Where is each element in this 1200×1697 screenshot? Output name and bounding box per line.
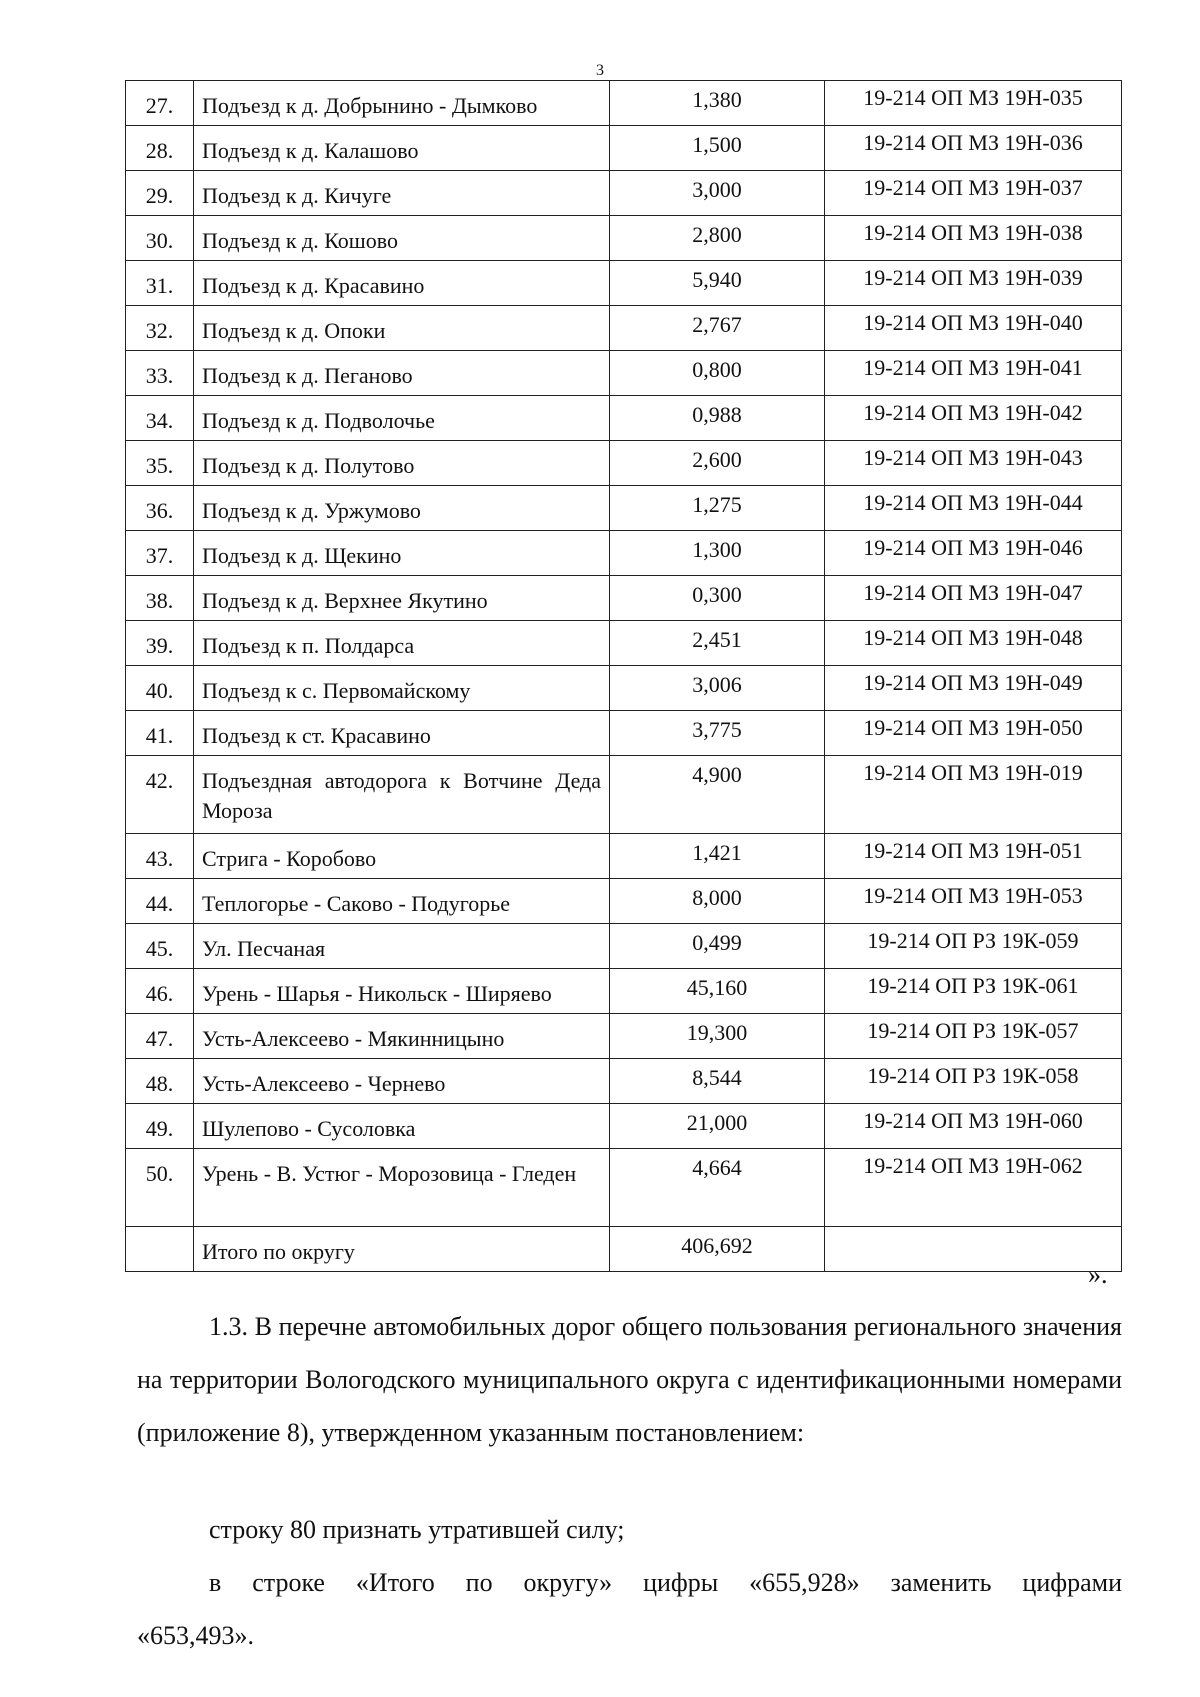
table-row (126, 396, 1122, 441)
paragraph-1-3-text: 1.3. В перечне автомобильных дорог общего пользования регионального значения на территории Вологодского муниципального округа с идентификационными номерами (приложение 8), утвержденном указанным постановлением: (137, 1312, 1122, 1447)
row-number: 42. (126, 756, 194, 834)
road-identifier: 19-214 ОП МЗ 19Н-049 (825, 666, 1122, 711)
row-number: 30. (126, 216, 194, 261)
row-number: 33. (126, 351, 194, 396)
roads-table (125, 80, 1122, 1272)
row-number: 32. (126, 306, 194, 351)
closing-quote: ». (1088, 1260, 1108, 1289)
road-name: Подъезд к д. Калашово (194, 126, 610, 171)
road-length: 1,275 (610, 486, 825, 531)
road-name: Подъезд к п. Полдарса (194, 621, 610, 666)
road-name: Теплогорье - Саково - Подугорье (194, 879, 610, 924)
road-identifier: 19-214 ОП РЗ 19К-059 (825, 924, 1122, 969)
row-number: 28. (126, 126, 194, 171)
row-number: 31. (126, 261, 194, 306)
table-row (126, 834, 1122, 879)
amendment-line-row-80: строку 80 признать утратившей силу; (209, 1515, 625, 1544)
row-number: 48. (126, 1059, 194, 1104)
table-row (126, 1149, 1122, 1227)
road-name: Подъезд к д. Щекино (194, 531, 610, 576)
road-length: 21,000 (610, 1104, 825, 1149)
road-identifier: 19-214 ОП МЗ 19Н-046 (825, 531, 1122, 576)
total-label: Итого по округу (194, 1227, 610, 1272)
paragraph-1-3 (137, 1300, 1122, 1459)
road-name: Подъезд к д. Добрынино - Дымково (194, 81, 610, 126)
road-length: 2,451 (610, 621, 825, 666)
table-row (126, 924, 1122, 969)
row-number: 46. (126, 969, 194, 1014)
table-row (126, 879, 1122, 924)
road-name: Шулепово - Сусоловка (194, 1104, 610, 1149)
road-length: 1,421 (610, 834, 825, 879)
row-number: 44. (126, 879, 194, 924)
road-name: Подъезд к д. Красавино (194, 261, 610, 306)
road-length: 0,499 (610, 924, 825, 969)
table-row (126, 486, 1122, 531)
table-row (126, 969, 1122, 1014)
total-number-empty (126, 1227, 194, 1272)
total-identifier-empty (825, 1227, 1122, 1272)
road-name: Подъезд к ст. Красавино (194, 711, 610, 756)
row-number: 47. (126, 1014, 194, 1059)
road-identifier: 19-214 ОП МЗ 19Н-039 (825, 261, 1122, 306)
road-length: 3,775 (610, 711, 825, 756)
row-number: 34. (126, 396, 194, 441)
total-row (126, 1227, 1122, 1272)
table-row (126, 441, 1122, 486)
table-row (126, 351, 1122, 396)
amendment-block (137, 1503, 1122, 1662)
road-length: 3,000 (610, 171, 825, 216)
road-name: Урень - В. Устюг - Морозовица - Гледен (194, 1149, 610, 1227)
road-name: Усть-Алексеево - Мякинницыно (194, 1014, 610, 1059)
road-name: Подъезд к с. Первомайскому (194, 666, 610, 711)
row-number: 27. (126, 81, 194, 126)
road-length: 2,600 (610, 441, 825, 486)
road-identifier: 19-214 ОП МЗ 19Н-051 (825, 834, 1122, 879)
road-identifier: 19-214 ОП МЗ 19Н-047 (825, 576, 1122, 621)
road-length: 19,300 (610, 1014, 825, 1059)
road-identifier: 19-214 ОП МЗ 19Н-036 (825, 126, 1122, 171)
road-name: Подъезд к д. Верхнее Якутино (194, 576, 610, 621)
amendment-line-total-value: «653,493». (137, 1621, 254, 1650)
road-name: Подъезд к д. Опоки (194, 306, 610, 351)
road-name: Стрига - Коробово (194, 834, 610, 879)
total-length: 406,692 (610, 1227, 825, 1272)
page-number: 3 (596, 62, 604, 79)
table-row (126, 621, 1122, 666)
road-identifier: 19-214 ОП РЗ 19К-061 (825, 969, 1122, 1014)
road-name: Подъезд к д. Подволочье (194, 396, 610, 441)
row-number: 36. (126, 486, 194, 531)
road-identifier: 19-214 ОП МЗ 19Н-062 (825, 1149, 1122, 1227)
row-number: 41. (126, 711, 194, 756)
roads-table-body (126, 81, 1122, 1272)
road-identifier: 19-214 ОП МЗ 19Н-037 (825, 171, 1122, 216)
road-identifier: 19-214 ОП МЗ 19Н-042 (825, 396, 1122, 441)
table-row (126, 261, 1122, 306)
road-identifier: 19-214 ОП МЗ 19Н-035 (825, 81, 1122, 126)
road-length: 4,664 (610, 1149, 825, 1227)
row-number: 29. (126, 171, 194, 216)
row-number: 40. (126, 666, 194, 711)
road-identifier: 19-214 ОП РЗ 19К-058 (825, 1059, 1122, 1104)
table-row (126, 576, 1122, 621)
row-number: 49. (126, 1104, 194, 1149)
table-row (126, 216, 1122, 261)
road-name: Подъездная автодорога к Вотчине Деда Мороза (194, 756, 610, 834)
road-identifier: 19-214 ОП МЗ 19Н-040 (825, 306, 1122, 351)
row-number: 35. (126, 441, 194, 486)
amendment-line-total: в строке «Итого по округу» цифры «655,928» заменить цифрами (209, 1568, 1122, 1597)
road-length: 0,800 (610, 351, 825, 396)
road-length: 8,544 (610, 1059, 825, 1104)
table-row (126, 1059, 1122, 1104)
table-row (126, 711, 1122, 756)
road-length: 2,767 (610, 306, 825, 351)
road-length: 1,380 (610, 81, 825, 126)
road-length: 45,160 (610, 969, 825, 1014)
road-identifier: 19-214 ОП МЗ 19Н-060 (825, 1104, 1122, 1149)
road-identifier: 19-214 ОП МЗ 19Н-019 (825, 756, 1122, 834)
road-identifier: 19-214 ОП МЗ 19Н-038 (825, 216, 1122, 261)
road-length: 8,000 (610, 879, 825, 924)
road-name: Урень - Шарья - Никольск - Ширяево (194, 969, 610, 1014)
road-identifier: 19-214 ОП МЗ 19Н-053 (825, 879, 1122, 924)
road-identifier: 19-214 ОП МЗ 19Н-048 (825, 621, 1122, 666)
road-name: Ул. Песчаная (194, 924, 610, 969)
table-row (126, 756, 1122, 834)
table-row (126, 666, 1122, 711)
road-identifier: 19-214 ОП РЗ 19К-057 (825, 1014, 1122, 1059)
road-length: 1,300 (610, 531, 825, 576)
road-identifier: 19-214 ОП МЗ 19Н-043 (825, 441, 1122, 486)
road-name: Подъезд к д. Полутово (194, 441, 610, 486)
table-row (126, 1014, 1122, 1059)
road-length: 5,940 (610, 261, 825, 306)
road-identifier: 19-214 ОП МЗ 19Н-041 (825, 351, 1122, 396)
table-row (126, 531, 1122, 576)
road-name: Усть-Алексеево - Чернево (194, 1059, 610, 1104)
row-number: 39. (126, 621, 194, 666)
table-row (126, 1104, 1122, 1149)
road-length: 1,500 (610, 126, 825, 171)
road-length: 3,006 (610, 666, 825, 711)
road-name: Подъезд к д. Кошово (194, 216, 610, 261)
row-number: 50. (126, 1149, 194, 1227)
row-number: 43. (126, 834, 194, 879)
table-row (126, 171, 1122, 216)
road-length: 0,300 (610, 576, 825, 621)
road-identifier: 19-214 ОП МЗ 19Н-050 (825, 711, 1122, 756)
row-number: 38. (126, 576, 194, 621)
table-row (126, 126, 1122, 171)
road-length: 2,800 (610, 216, 825, 261)
road-name: Подъезд к д. Пеганово (194, 351, 610, 396)
row-number: 37. (126, 531, 194, 576)
road-length: 4,900 (610, 756, 825, 834)
road-name: Подъезд к д. Уржумово (194, 486, 610, 531)
road-length: 0,988 (610, 396, 825, 441)
row-number: 45. (126, 924, 194, 969)
table-row (126, 306, 1122, 351)
road-identifier: 19-214 ОП МЗ 19Н-044 (825, 486, 1122, 531)
road-name: Подъезд к д. Кичуге (194, 171, 610, 216)
table-row (126, 81, 1122, 126)
